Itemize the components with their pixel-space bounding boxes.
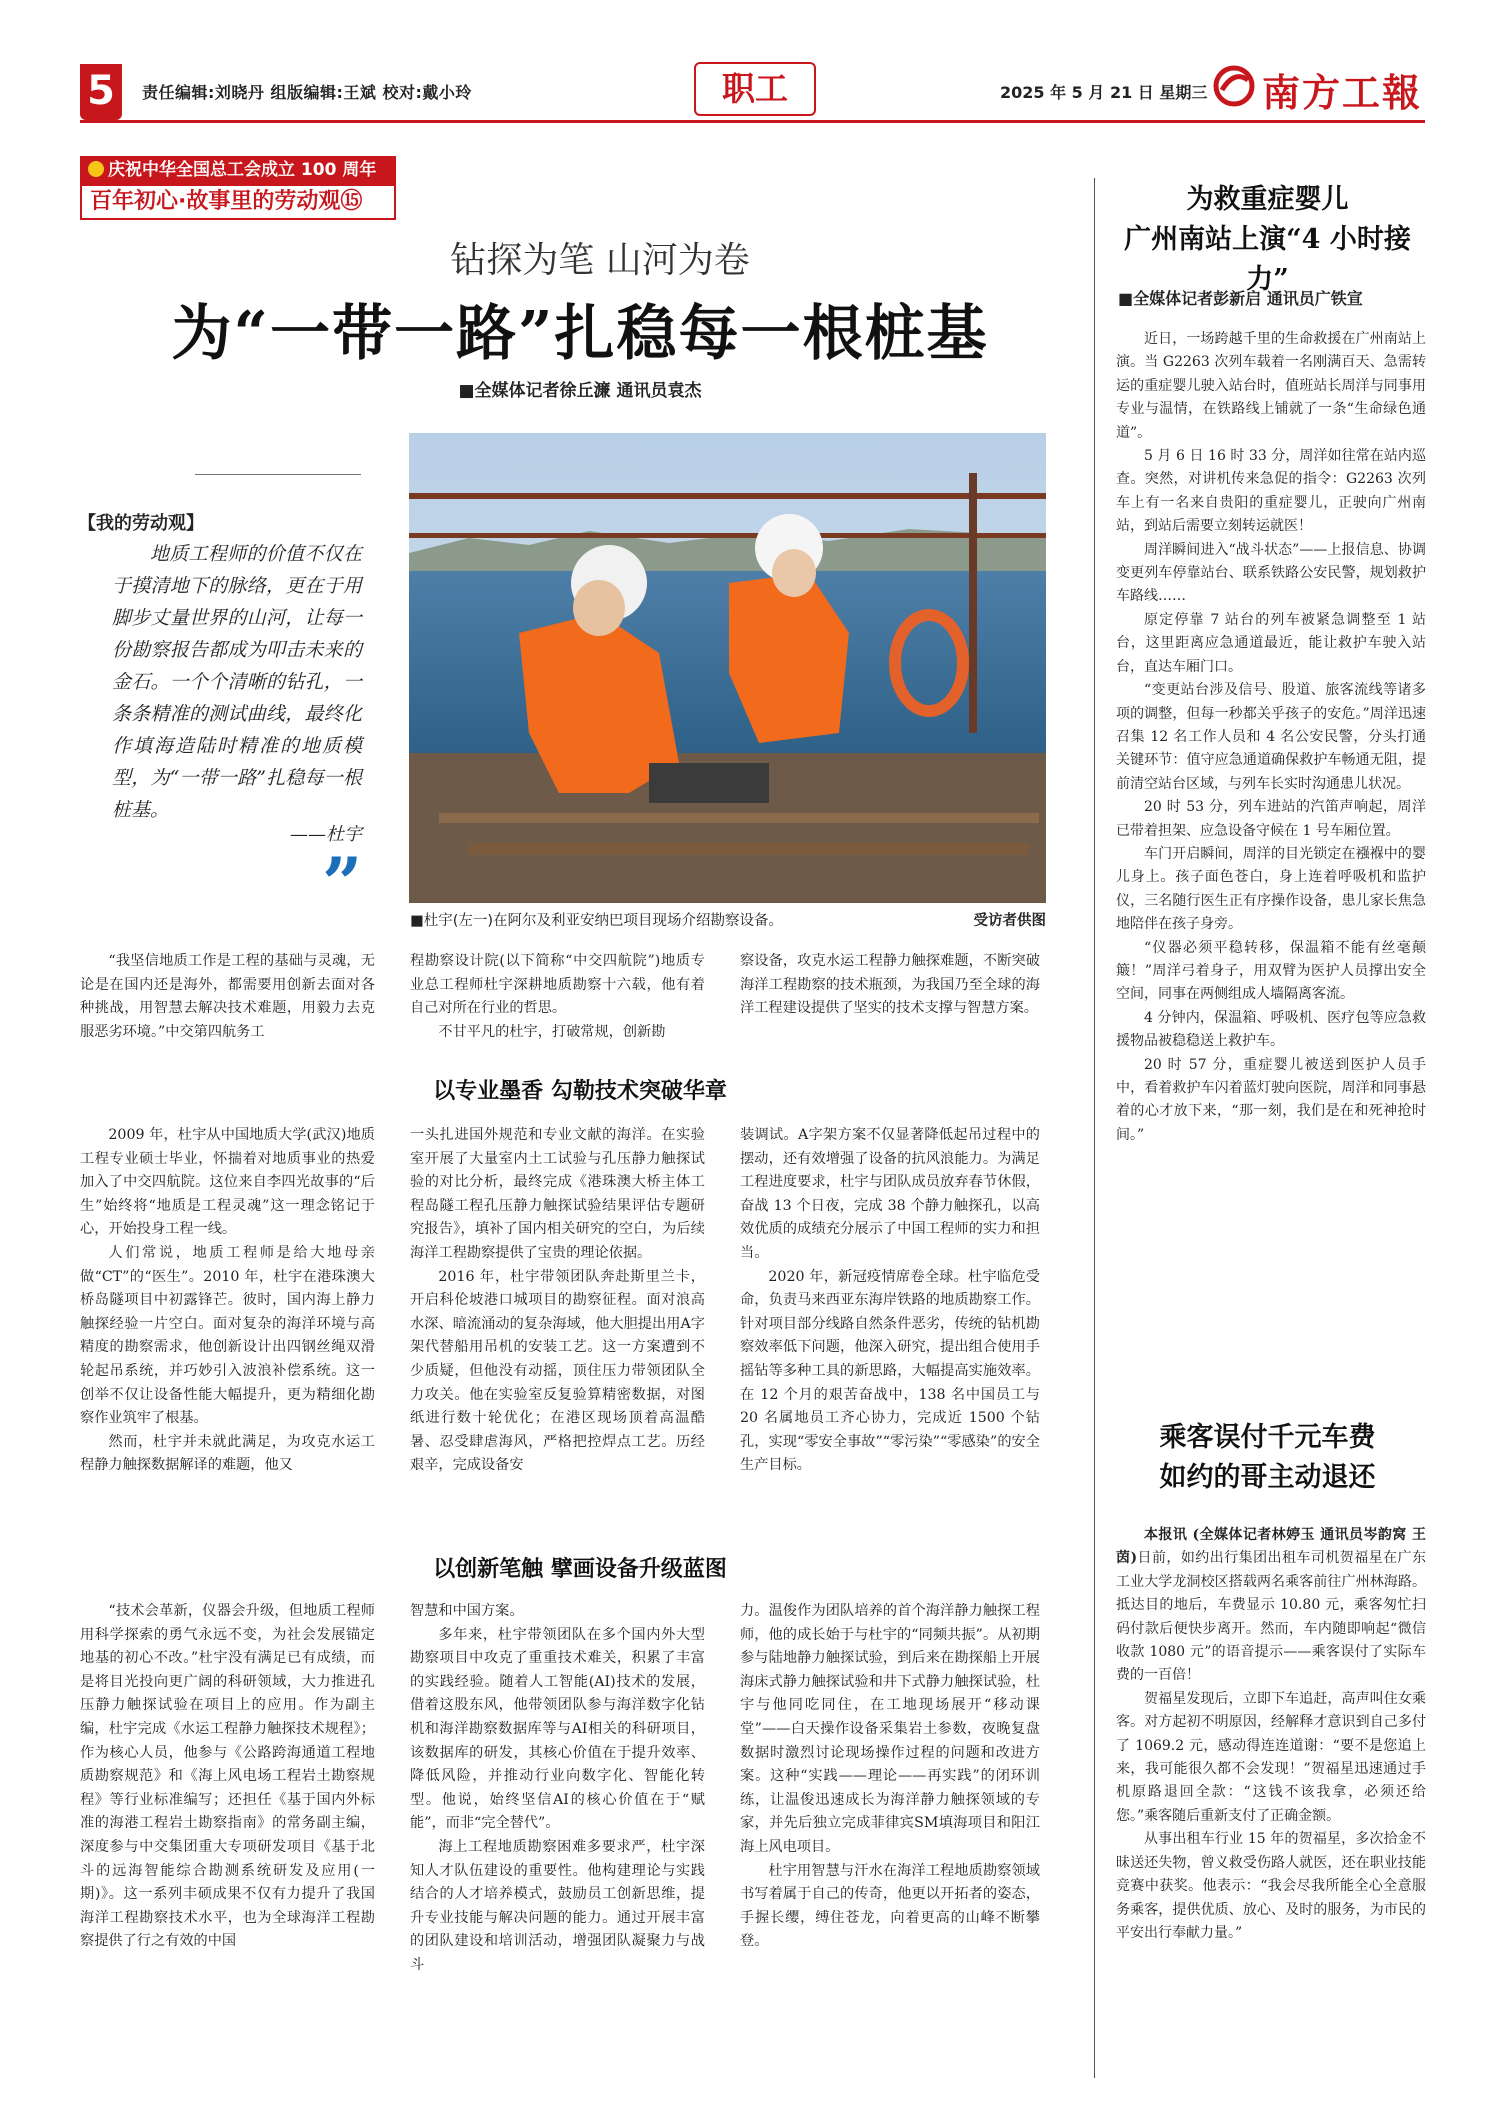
intro-paragraph: “我坚信地质工作是工程的基础与灵魂，无论是在国内还是海外，都需要用创新去面对各种挑战，用智慧去解决技术难题，用毅力去克服恶劣环境。”中交第四航务工 xyxy=(80,953,375,1040)
header-rule xyxy=(80,120,1425,123)
section1-col1 xyxy=(80,1124,375,1478)
side-paragraph xyxy=(1116,1524,1426,1688)
quote-mark-icon: ” xyxy=(322,842,363,925)
photo-caption xyxy=(410,909,1046,930)
side-paragraph: 贺福星发现后，立即下车追赶，高声叫住女乘客。对方起初不明原因，经解释才意识到自己多付了 1069.2 元，感动得连连道谢：“要不是您追上来，我可能很久都不会发现！”贺福星迅速通过手机原路退回全款：“这钱不该我拿，必须还给您。”乘客随后重新支付了正确金额。 xyxy=(1116,1690,1426,1824)
side-paragraph: 20 时 53 分，列车进站的汽笛声响起，周洋已带着担架、应急设备守候在 1 号车厢位置。 xyxy=(1116,799,1426,839)
page-number: 5 xyxy=(80,64,122,120)
body-paragraph: 人们常说，地质工程师是给大地母亲做“CT”的“医生”。2010 年，杜宇在港珠澳大桥岛隧项目中初露锋芒。彼时，国内海上静力触探经验一片空白。面对复杂的海洋环境与高精度的勘察需求，他创新设计出四钢丝绳双滑轮起吊系统，并巧妙引入波浪补偿系统。这一创举不仅让设备性能大幅提升，更为精细化勘察作业筑牢了根基。 xyxy=(80,1244,375,1427)
intro-paragraph: 程勘察设计院(以下简称“中交四航院”)地质专业总工程师杜宇深耕地质勘察十六载，他有着自己对所在行业的哲思。 xyxy=(410,953,705,1017)
side2-body xyxy=(1116,1524,1426,1945)
intro-col1 xyxy=(80,950,375,1044)
side-paragraph: “变更站台涉及信号、股道、旅客流线等诸多项的调整，但每一秒都关乎孩子的安危。”周洋迅速召集 12 名工作人员和 4 名公安民警，分头打通关键环节：值守应急通道确保救护车畅通无阻，提前清空站台区域，与列车长实时沟通患儿状况。 xyxy=(1116,682,1426,792)
quote-heading: 【我的劳动观】 xyxy=(78,513,204,534)
side-paragraph: 近日，一场跨越千里的生命救援在广州南站上演。当 G2263 次列车载着一名刚满百天、急需转运的重症婴儿驶入站台时，值班站长周洋与同事用专业与温情，在铁路线上铺就了一条“生命绿色通道”。 xyxy=(1116,331,1426,441)
body-paragraph: 然而，杜宇并未就此满足，为攻克水运工程静力触探数据解译的难题，他又 xyxy=(80,1433,375,1474)
quote-text: 地质工程师的价值不仅在于摸清地下的脉络，更在于用脚步丈量世界的山河，让每一份勘察报告都成为叩击未来的金石。一个个清晰的钻孔，一条条精准的测试曲线，最终化作填海造陆时精准的地质模型，为“一带一路”扎稳每一根桩基。 xyxy=(112,543,362,821)
body-paragraph: 海上工程地质勘察困难多要求严，杜宇深知人才队伍建设的重要性。他构建理论与实践结合的人才培养模式，鼓励员工创新思维，提升专业技能与解决问题的能力。通过开展丰富的团队建设和培训活动，增强团队凝聚力与战斗 xyxy=(410,1838,705,1973)
body-paragraph: 力。温俊作为团队培养的首个海洋静力触探工程师，他的成长始于与杜宇的“同频共振”。从初期参与陆地静力触探试验，到后来在勘探船上开展海床式静力触探试验和井下式静力触探试验，杜宇与他同吃同住，在工地现场展开“移动课堂”——白天操作设备采集岩土参数，夜晚复盘数据时激烈讨论现场操作过程的问题和改进方案。这种“实践——理论——再实践”的闭环训练，让温俊迅速成长为海洋静力触探领域的专家，并先后独立完成菲律宾SM填海项目和阳江海上风电项目。 xyxy=(740,1603,1040,1855)
article-photo xyxy=(409,433,1046,903)
body-paragraph: 2020 年，新冠疫情席卷全球。杜宇临危受命，负责马来西亚东海岸铁路的地质勘察工作。针对项目部分线路自然条件恶劣，传统的钻机勘察效率低下问题，他深入研究，提出组合使用手摇钻等多种工具的新思路，大幅提高实施效率。在 12 个月的艰苦奋战中，138 名中国员工与 20 名属地员工齐心协力，完成近 1500 个钻孔，实现“零安全事故”“零污染”“零感染”的安全生产目标。 xyxy=(740,1268,1040,1474)
newspaper-name: 南方工報 xyxy=(1262,70,1423,115)
section2-col2 xyxy=(410,1600,705,1978)
side-paragraph: 周洋瞬间进入“战斗状态”——上报信息、协调变更列车停靠站台、联系铁路公安民警，规划救护车路线…… xyxy=(1116,541,1426,605)
photo-caption-text: ■杜宇(左一)在阿尔及利亚安纳巴项目现场介绍勘察设备。 xyxy=(410,913,784,929)
photo-credit: 受访者供图 xyxy=(973,913,1046,929)
union-emblem-icon xyxy=(88,161,104,177)
section2-heading: 以创新笔触 擘画设备升级蓝图 xyxy=(433,1557,727,1582)
editors-line: 责任编辑:刘晓丹 组版编辑:王斌 校对:戴小玲 xyxy=(142,83,472,102)
section1-heading: 以专业墨香 勾勒技术突破华章 xyxy=(433,1079,727,1104)
body-paragraph: 多年来，杜宇带领团队在多个国内外大型勘察项目中攻克了重重技术难关，积累了丰富的实践经验。随着人工智能(AI)技术的发展，借着这股东风，他带领团队参与海洋数字化钻机和海洋勘察数据库等与AI相关的科研项目，该数据库的研发，其核心价值在于提升效率、降低风险，并推动行业向数字化、智能化转型。他说，始终坚信AI的核心价值在于“赋能”，而非“完全替代”。 xyxy=(410,1626,705,1832)
section-name: 职工 xyxy=(694,62,816,116)
side-paragraph: 原定停靠 7 站台的列车被紧急调整至 1 站台，这里距离应急通道最近，能让救护车驶入站台，直达车厢门口。 xyxy=(1116,611,1426,675)
side-paragraph: 车门开启瞬间，周洋的目光锁定在襁褓中的婴儿身上。孩子面色苍白，身上连着呼吸机和监护仪，三名随行医生正有序操作设备，患儿家长焦急地陪伴在孩子身旁。 xyxy=(1116,845,1426,933)
side-paragraph: 5 月 6 日 16 时 33 分，周洋如往常在站内巡查。突然，对讲机传来急促的指令：G2263 次列车上有一名来自贵阳的重症婴儿，正驶向广州南站，到站后需要立刻转运就医！ xyxy=(1116,448,1426,535)
side1-body xyxy=(1116,328,1426,1147)
body-paragraph: 智慧和中国方案。 xyxy=(410,1603,524,1619)
quote-rule xyxy=(195,474,361,475)
side-paragraph: “仪器必须平稳转移，保温箱不能有丝毫颠簸！”周洋弓着身子，用双臂为医护人员撑出安全空间，同事在两侧组成人墙隔离客流。 xyxy=(1116,939,1426,1003)
side1-byline: ■全媒体记者彭新启 通讯员广铁宣 xyxy=(1118,289,1363,308)
body-paragraph: 装调试。A字架方案不仅显著降低起吊过程中的摆动，还有效增强了设备的抗风浪能力。为满足工程进度要求，杜宇与团队成员放弃春节休假，奋战 13 个日夜，完成 38 个静力触探孔，以高效优质的成绩充分展示了中国工程师的实力和担当。 xyxy=(740,1127,1040,1261)
banner-line1: 庆祝中华全国总工会成立 100 周年 xyxy=(108,160,377,180)
section2-col3 xyxy=(740,1600,1040,1954)
body-paragraph: 2009 年，杜宇从中国地质大学(武汉)地质工程专业硕士毕业，怀揣着对地质事业的热爱加入了中交四航院。这位来自李四光故事的“后生”始终将“地质是工程灵魂”这一理念铭记于心，开始投身工程一线。 xyxy=(80,1127,375,1238)
column-name: 百年初心·故事里的劳动观⑮ xyxy=(80,184,396,220)
intro-col3 xyxy=(740,950,1040,1021)
anniversary-banner xyxy=(80,156,396,184)
section1-col3 xyxy=(740,1124,1040,1478)
section1-col2 xyxy=(410,1124,705,1478)
intro-paragraph: 察设备，攻克水运工程静力触探难题，不断突破海洋工程勘察的技术瓶颈，为我国乃至全球的海洋工程建设提供了坚实的技术支撑与智慧方案。 xyxy=(740,953,1040,1017)
section2-col1 xyxy=(80,1600,375,1954)
intro-paragraph: 不甘平凡的杜宇，打破常规，创新勘 xyxy=(438,1023,666,1040)
article-subtitle: 钻探为笔 山河为卷 xyxy=(450,240,750,281)
body-paragraph: 杜宇用智慧与汗水在海洋工程地质勘察领域书写着属于自己的传奇，他更以开拓者的姿态，手握长缨，缚住苍龙，向着更高的山峰不断攀登。 xyxy=(740,1862,1040,1950)
quote-signature: ——杜宇 xyxy=(290,824,362,845)
side-paragraph: 从事出租车行业 15 年的贺福星，多次拾金不昧送还失物，曾义救受伤路人就医，还在职业技能竞赛中获奖。他表示：“我会尽我所能全心全意服务乘客，提供优质、放心、及时的服务，为市民的平安出行奉献力量。” xyxy=(1116,1831,1426,1941)
body-paragraph: 一头扎进国外规范和专业文献的海洋。在实验室开展了大量室内土工试验与孔压静力触探试验的对比分析，最终完成《港珠澳大桥主体工程岛隧工程孔压静力触探试验结果评估专题研究报告》，填补了国内相关研究的空白，为后续海洋工程勘察提供了宝贵的理论依据。 xyxy=(410,1127,705,1261)
intro-col2 xyxy=(410,950,705,1044)
side-paragraph: 20 时 57 分，重症婴儿被送到医护人员手中，看着救护车闪着蓝灯驶向医院，周洋和同事悬着的心才放下来，“那一刻，我们是在和死神抢时间。” xyxy=(1116,1056,1426,1143)
body-paragraph: “技术会革新，仪器会升级，但地质工程师用科学探索的勇气永远不变，为社会发展锚定地基的初心不改。”杜宇没有满足已有成绩，而是将目光投向更广阔的科研领域，大力推进孔压静力触探试验在项目上的应用。作为副主编，杜宇完成《水运工程静力触探技术规程》；作为核心人员，他参与《公路跨海通道工程地质勘察规范》和《海上风电场工程岩土勘察规程》等行业标准编写；还担任《基于国内外标准的海港工程岩土勘察指南》的常务副主编，深度参与中交集团重大专项研发项目《基于北斗的远海智能综合勘测系统研发及应用(一期)》。这一系列丰硕成果不仅有力提升了我国海洋工程勘察技术水平，也为全球海洋工程勘察提供了行之有效的中国 xyxy=(80,1603,375,1950)
side-paragraph: 4 分钟内，保温箱、呼吸机、医疗包等应急救援物品被稳稳送上救护车。 xyxy=(1116,1009,1426,1050)
side2-lead: 日前，如约出行集团出租车司机贺福星在广东工业大学龙洞校区搭载两名乘客前往广州林海路。抵达目的地后，车费显示 10.80 元，乘客匆忙扫码付款后便快步离开。然而，车内随即响起“微信收款 1080 元”的语音提示——乘客误付了实际车费的一百倍！ xyxy=(1116,1550,1427,1684)
issue-date: 2025 年 5 月 21 日 星期三 xyxy=(1000,83,1208,102)
article-title: 为“一带一路”扎稳每一根桩基 xyxy=(171,299,989,369)
column-divider xyxy=(1094,178,1095,2078)
body-paragraph: 2016 年，杜宇带领团队奔赴斯里兰卡，开启科伦坡港口城项目的勘察征程。面对浪高水深、暗流涌动的复杂海域，他大胆提出用A字架代替船用吊机的安装工艺。这一方案遭到不少质疑，但他没有动摇，顶住压力带领团队全力攻关。他在实验室反复验算精密数据，对图纸进行数十轮优化；在港区现场顶着高温酷暑、忍受肆虐海风，严格把控焊点工艺。历经艰辛，完成设备安 xyxy=(410,1268,705,1474)
article-byline: ■全媒体记者徐丘濂 通讯员袁杰 xyxy=(458,381,702,401)
side2-byline: 本报讯 (全媒体记者林婷玉 通讯员岑韵窝 王茵) xyxy=(1116,1527,1426,1567)
side2-title: 乘客误付千元车费 如约的哥主动退还 xyxy=(1159,1422,1376,1493)
side1-title: 为救重症婴儿 广州南站上演“4 小时接力” xyxy=(1124,184,1411,295)
